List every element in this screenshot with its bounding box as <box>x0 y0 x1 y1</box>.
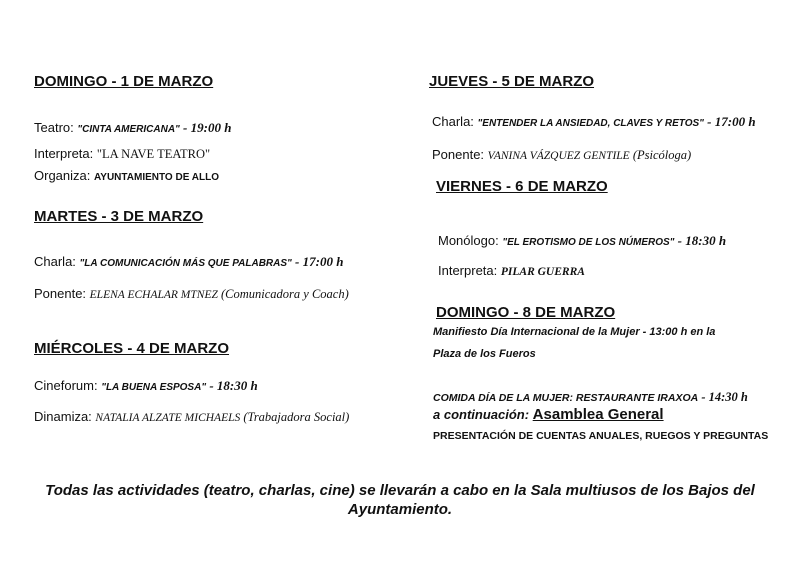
label-monologo: Monólogo: <box>438 233 503 248</box>
label-dinamiza: Dinamiza: <box>34 409 96 424</box>
label-charla: Charla: <box>432 114 478 129</box>
event-ponente-2 <box>432 146 691 164</box>
title-comunicacion: "LA COMUNICACIÓN MÁS QUE PALABRAS" <box>79 258 292 269</box>
event-monologo <box>438 232 726 250</box>
manifiesto-line-2: Plaza de los Fueros <box>433 348 536 360</box>
event-interpreta-1 <box>34 145 210 163</box>
footer-note: Todas las actividades (teatro, charlas, cine) se llevarán a cabo en la Sala multiusos de los Bajos del Ayuntamiento. <box>45 482 755 518</box>
heading-martes-3: MARTES - 3 DE MARZO <box>34 208 204 225</box>
event-cineforum <box>34 377 258 395</box>
comida-caps: COMIDA DÍA DE LA MUJER: RESTAURANTE IRAXOA <box>433 392 699 404</box>
time-monologo: - 18:30 h <box>674 233 727 248</box>
manifiesto-line-1: Manifiesto Día Internacional de la Mujer - 13:00 h en la <box>433 326 716 338</box>
name-vanina: VANINA VÁZQUEZ GENTILE <box>487 150 630 162</box>
event-dinamiza <box>34 408 349 426</box>
value-la-nave-teatro: "LA NAVE TEATRO" <box>96 147 211 161</box>
label-teatro: Teatro: <box>34 120 78 135</box>
event-charla-2 <box>432 113 756 131</box>
title-buena-esposa: "LA BUENA ESPOSA" <box>101 382 207 393</box>
comida-time: - 14:30 h <box>698 390 748 404</box>
label-cineforum: Cineforum: <box>34 378 102 393</box>
label-ponente: Ponente: <box>34 286 90 301</box>
presentacion-line: PRESENTACIÓN DE CUENTAS ANUALES, RUEGOS Y PREGUNTAS <box>433 430 769 442</box>
time-teatro: - 19:00 h <box>179 120 232 135</box>
heading-jueves-5: JUEVES - 5 DE MARZO <box>429 73 595 90</box>
event-organiza <box>34 167 219 185</box>
title-cinta-americana: "CINTA AMERICANA" <box>77 124 180 135</box>
event-teatro <box>34 119 231 137</box>
label-charla: Charla: <box>34 254 80 269</box>
event-asamblea <box>433 406 664 424</box>
name-natalia: NATALIA ALZATE MICHAELS <box>95 412 241 424</box>
event-ponente-1 <box>34 285 349 303</box>
heading-domingo-8: DOMINGO - 8 DE MARZO <box>436 304 616 321</box>
event-interpreta-2 <box>438 262 585 280</box>
title-erotismo: "EL EROTISMO DE LOS NÚMEROS" <box>502 237 675 248</box>
value-ayuntamiento: AYUNTAMIENTO DE ALLO <box>93 172 219 183</box>
role-trabajadora: (Trabajadora Social) <box>240 410 350 424</box>
heading-viernes-6: VIERNES - 6 DE MARZO <box>436 178 608 195</box>
role-coach: (Comunicadora y Coach) <box>217 287 349 301</box>
value-pilar-guerra: PILAR GUERRA <box>500 266 585 278</box>
time-cineforum: - 18:30 h <box>206 378 258 393</box>
label-ponente: Ponente: <box>432 147 488 162</box>
asamblea-general: Asamblea General <box>532 406 664 423</box>
continuacion-label: a continuación: <box>433 407 533 422</box>
label-organiza: Organiza: <box>34 168 94 183</box>
name-elena: ELENA ECHALAR MTNEZ <box>89 289 218 301</box>
time-charla-2: - 17:00 h <box>703 114 756 129</box>
label-interpreta: Interpreta: <box>438 263 501 278</box>
title-ansiedad: "ENTENDER LA ANSIEDAD, CLAVES Y RETOS" <box>477 118 704 129</box>
label-interpreta: Interpreta: <box>34 146 97 161</box>
event-charla-1 <box>34 253 343 271</box>
time-charla-1: - 17:00 h <box>291 254 344 269</box>
role-psicologa: (Psicóloga) <box>629 148 692 162</box>
event-comida <box>433 388 748 406</box>
heading-domingo-1: DOMINGO - 1 DE MARZO <box>34 73 214 90</box>
heading-miercoles-4: MIÉRCOLES - 4 DE MARZO <box>34 340 230 357</box>
